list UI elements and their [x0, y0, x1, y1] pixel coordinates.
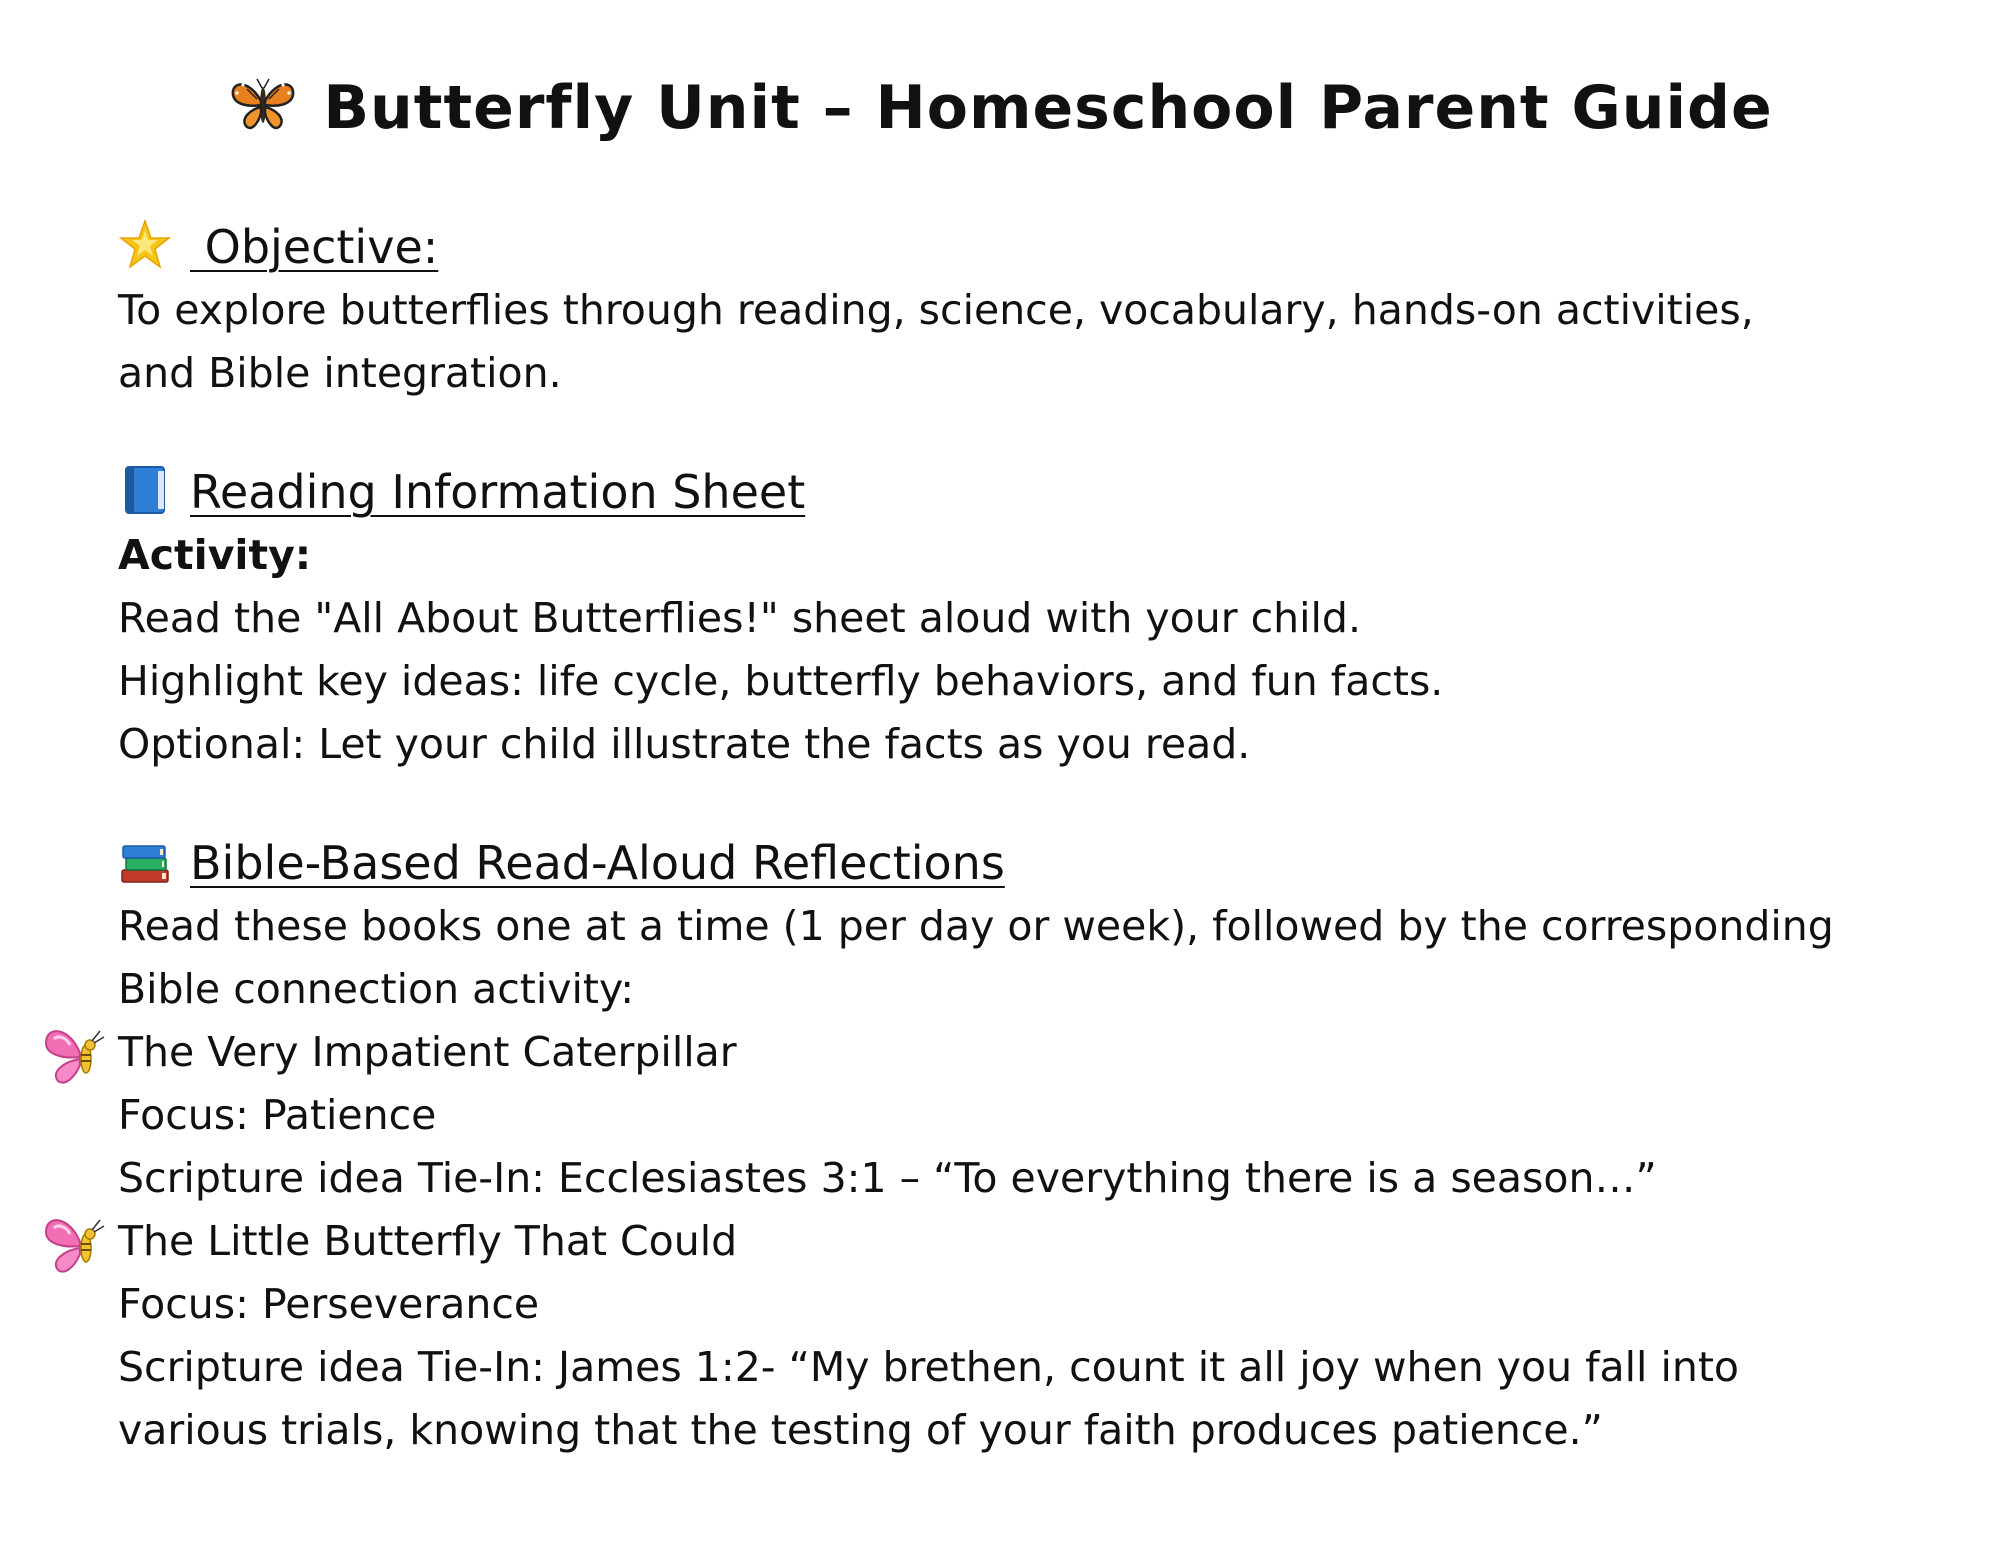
- bible-heading-text: Bible-Based Read-Aloud Reflections: [190, 836, 1005, 890]
- bible-intro-line: Bible connection activity:: [118, 965, 635, 1013]
- book-scripture: Scripture idea Tie-In: Ecclesiastes 3:1 – “To everything there is a season…”: [118, 1154, 1657, 1202]
- activity-label: Activity:: [118, 531, 312, 579]
- monarch-butterfly-icon: [227, 75, 299, 135]
- reading-line: Read the "All About Butterflies!" sheet aloud with your child.: [118, 594, 1361, 642]
- pink-butterfly-icon: [40, 1019, 112, 1091]
- book-focus: Focus: Perseverance: [118, 1280, 540, 1328]
- reading-line: Highlight key ideas: life cycle, butterfly behaviors, and fun facts.: [118, 657, 1444, 705]
- blue-book-icon: [118, 463, 172, 517]
- objective-line: and Bible integration.: [118, 349, 562, 397]
- pink-butterfly-icon: [40, 1208, 112, 1280]
- book-scripture: Scripture idea Tie-In: James 1:2- “My brethen, count it all joy when you fall into: [118, 1343, 1740, 1391]
- content: [118, 215, 1898, 1517]
- book-title-text: The Very Impatient Caterpillar: [118, 1028, 737, 1076]
- book-title: [118, 1021, 1898, 1084]
- reading-section: [118, 460, 1898, 776]
- book-scripture: various trials, knowing that the testing of your faith produces patience.”: [118, 1406, 1603, 1454]
- reading-heading-text: Reading Information Sheet: [190, 465, 806, 519]
- stacked-books-icon: [118, 834, 172, 888]
- book-title: [118, 1210, 1898, 1273]
- reading-line: Optional: Let your child illustrate the facts as you read.: [118, 720, 1251, 768]
- objective-section: [118, 215, 1898, 405]
- objective-heading: [118, 215, 1898, 279]
- bible-intro-line: Read these books one at a time (1 per day or week), followed by the corresponding: [118, 902, 1834, 950]
- bible-heading: [118, 831, 1898, 895]
- objective-heading-text: Objective:: [190, 220, 439, 274]
- book-focus: Focus: Patience: [118, 1091, 437, 1139]
- book-title-text: The Little Butterfly That Could: [118, 1217, 738, 1265]
- objective-line: To explore butterflies through reading, science, vocabulary, hands-on activities,: [118, 286, 1754, 334]
- page-title: [0, 68, 2000, 148]
- star-icon: [118, 218, 172, 272]
- reading-heading: [118, 460, 1898, 524]
- bible-section: [118, 831, 1898, 1462]
- page-title-text: Butterfly Unit – Homeschool Parent Guide: [323, 73, 1773, 143]
